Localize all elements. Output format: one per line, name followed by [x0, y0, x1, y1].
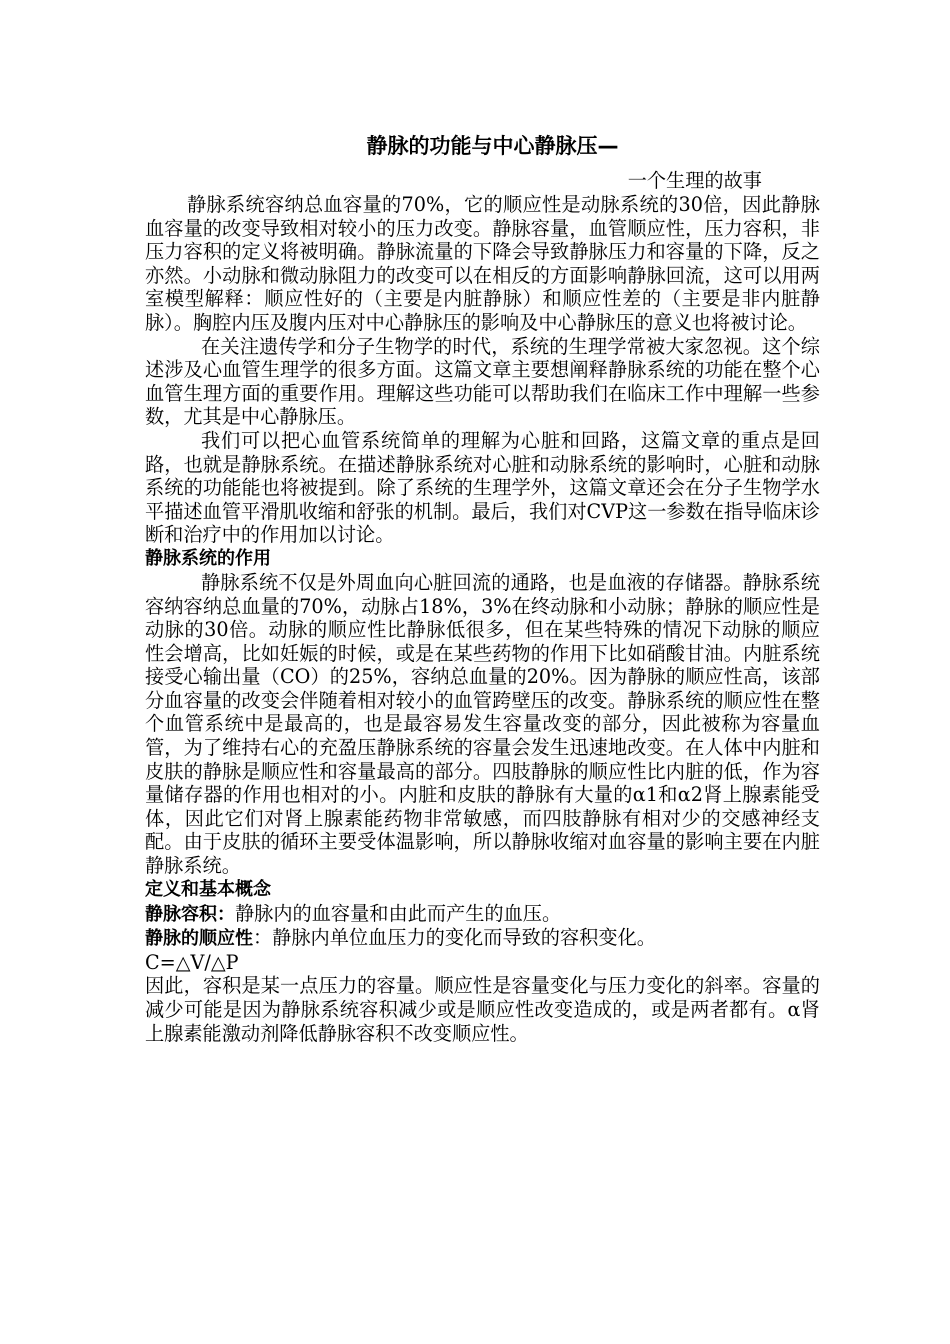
definition-text-capacity: 静脉内的血容量和由此而产生的血压。	[235, 901, 562, 925]
closing-paragraph: 因此，容积是某一点压力的容量。顺应性是容量变化与压力变化的斜率。容量的减少可能是因为静脉系统容积减少或是顺应性改变造成的，或是两者都有。α肾上腺素能激动剂降低静脉容积不改变顺应性。	[145, 974, 820, 1045]
definition-venous-compliance	[145, 926, 820, 951]
section-heading-definitions: 定义和基本概念	[145, 878, 271, 900]
section-heading-venous-role: 静脉系统的作用	[145, 547, 271, 569]
document-title: 静脉的功能与中心静脉压—	[366, 134, 619, 158]
intro-paragraph-1: 静脉系统容纳总血容量的70%，它的顺应性是动脉系统的30倍，因此静脉血容量的改变导致相对较小的压力改变。静脉容量，血管顺应性，压力容积，非压力容积的定义将被明确。静脉流量的下降会导致静脉压力和容量的下降，反之亦然。小动脉和微动脉阻力的改变可以在相反的方面影响静脉回流，这可以用两室模型解释：顺应性好的（主要是内脏静脉）和顺应性差的（主要是非内脏静脉）。胸腔内压及腹内压对中心静脉压的影响及中心静脉压的意义也将被讨论。	[145, 193, 820, 334]
document-subtitle: 一个生理的故事	[627, 169, 762, 192]
document-page	[145, 132, 820, 1045]
term-venous-capacity: 静脉容积：	[145, 903, 235, 925]
section-body-venous-role: 静脉系统不仅是外周血向心脏回流的通路，也是血液的存储器。静脉系统容纳容纳总血量的70%，动脉占18%，3%在终动脉和小动脉；静脉的顺应性是动脉的30倍。动脉的顺应性比静脉低很多，但在某些特殊的情况下动脉的顺应性会增高，比如妊娠的时候，或是在某些药物的作用下比如硝酸甘油。内脏系统接受心输出量（CO）的25%，容纳总血量的20%。因为静脉的顺应性高，该部分血容量的改变会伴随着相对较小的血管跨壁压的改变。静脉系统的顺应性在整个血管系统中是最高的，也是最容易发生容量改变的部分，因此被称为容量血管，为了维持右心的充盈压静脉系统的容量会发生迅速地改变。在人体中内脏和皮肤的静脉是顺应性和容量最高的部分。四肢静脉的顺应性比内脏的低，作为容量储存器的作用也相对的小。内脏和皮肤的静脉有大量的α1和α2肾上腺素能受体，因此它们对肾上腺素能药物非常敏感，而四肢静脉有相对少的交感神经支配。由于皮肤的循环主要受体温影响，所以静脉收缩对血容量的影响主要在内脏静脉系统。	[145, 570, 820, 878]
compliance-formula: C=△V/△P	[145, 950, 239, 974]
definition-venous-capacity	[145, 902, 820, 927]
intro-paragraph-3: 我们可以把心血管系统简单的理解为心脏和回路，这篇文章的重点是回路，也就是静脉系统。在描述静脉系统对心脏和动脉系统的影响时，心脏和动脉系统的功能能也将被提到。除了系统的生理学外，这篇文章还会在分子生物学水平描述血管平滑肌收缩和舒张的机制。最后，我们对CVP这一参数在指导临床诊断和治疗中的作用加以讨论。	[145, 428, 820, 547]
definition-text-compliance: ：静脉内单位血压力的变化而导致的容积变化。	[253, 926, 656, 950]
term-venous-compliance: 静脉的顺应性	[145, 928, 253, 950]
intro-paragraph-2: 在关注遗传学和分子生物学的时代，系统的生理学常被大家忽视。这个综述涉及心血管生理学的很多方面。这篇文章主要想阐释静脉系统的功能在整个心血管生理方面的重要作用。理解这些功能可以帮助我们在临床工作中理解一些参数，尤其是中心静脉压。	[145, 334, 820, 429]
